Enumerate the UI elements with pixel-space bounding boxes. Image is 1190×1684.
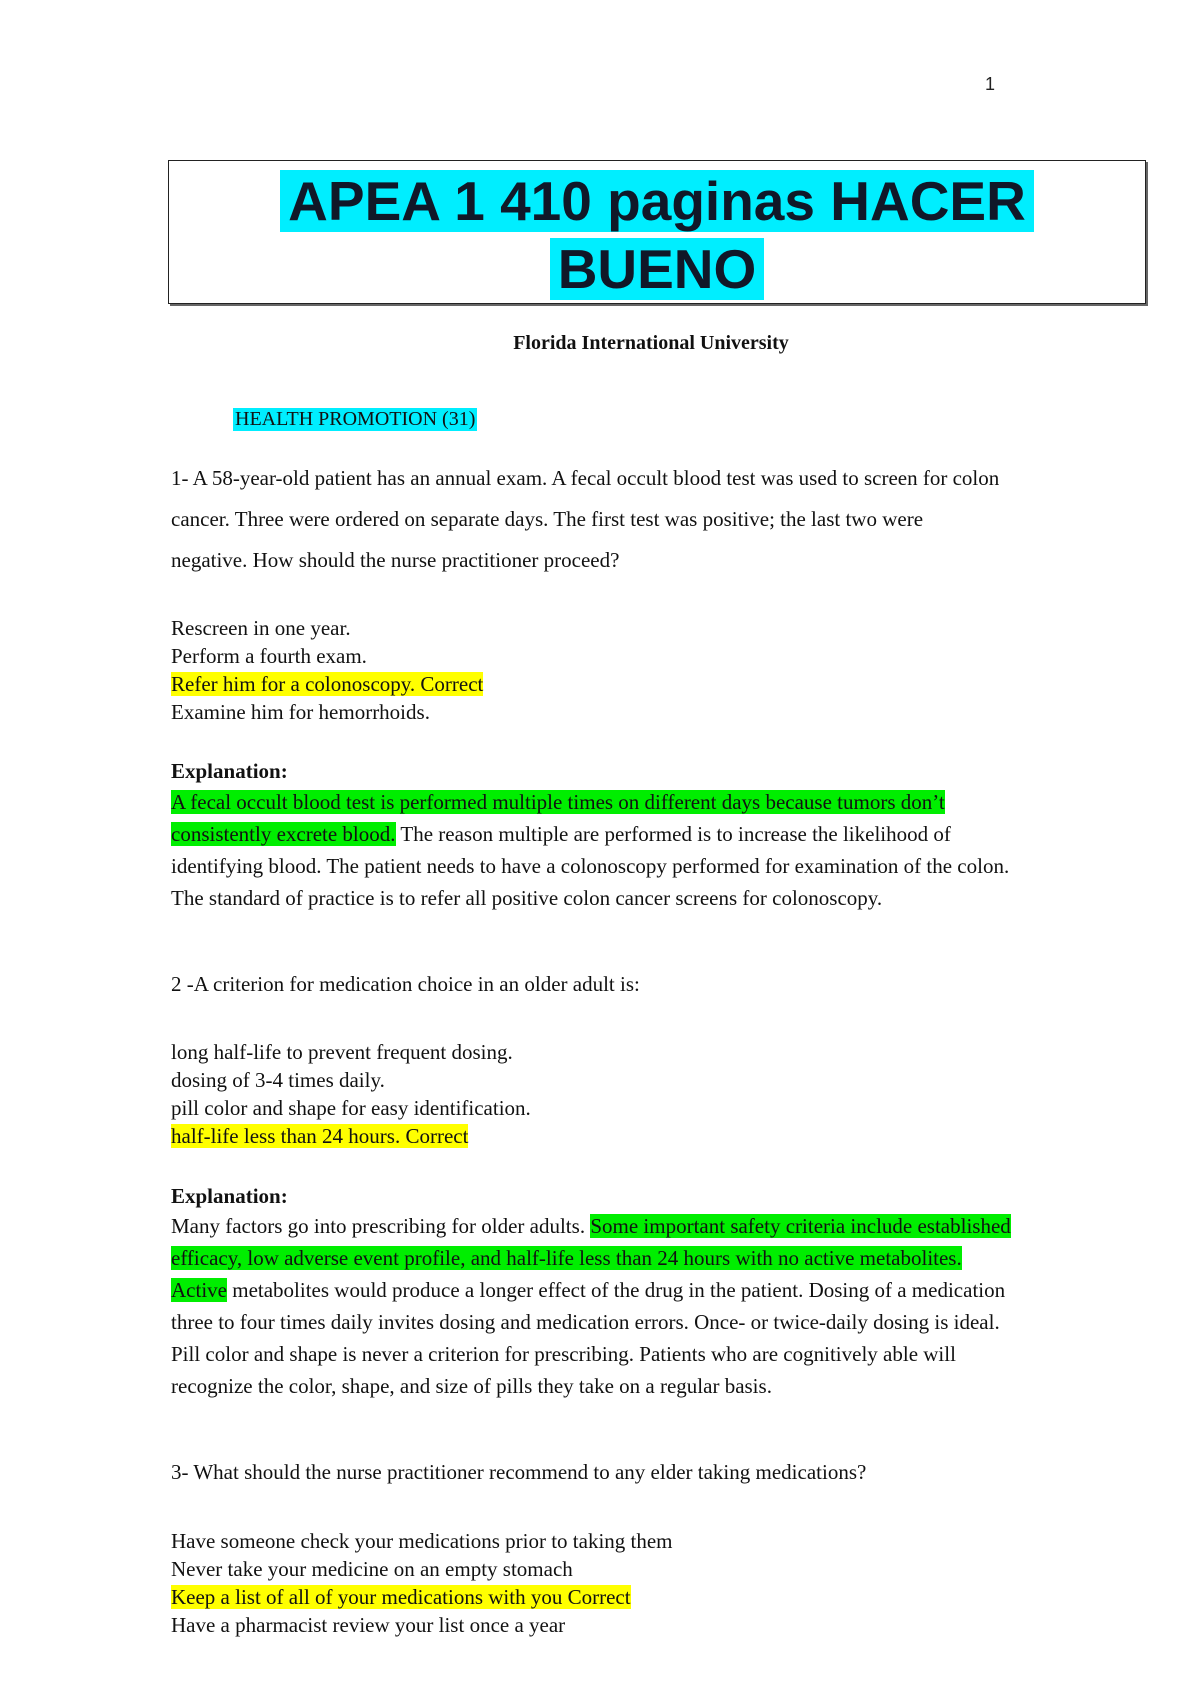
q1-explanation: [171, 786, 1021, 914]
q1-option-2: Perform a fourth exam.: [171, 644, 367, 668]
title-line-2: BUENO: [550, 238, 765, 300]
section-heading: HEALTH PROMOTION (31): [235, 408, 476, 430]
q1-explanation-highlight: A fecal occult blood test is performed multiple times on different days because tumors don’t consistently excrete blood.: [171, 790, 945, 846]
question-2-text: 2 -A criterion for medication choice in an older adult is:: [171, 972, 640, 996]
q2-option-2: dosing of 3-4 times daily.: [171, 1068, 385, 1092]
q2-explanation-highlight: Some important safety criteria include established efficacy, low adverse event profile, and half-life less than 24 hours with no active metabolites. Active: [171, 1214, 1011, 1302]
q3-option-2: Never take your medicine on an empty stomach: [171, 1557, 573, 1581]
question-3-options: [171, 1527, 673, 1639]
question-3-text: 3- What should the nurse practitioner recommend to any elder taking medications?: [171, 1460, 867, 1484]
title-box: [168, 160, 1146, 304]
q1-option-1: Rescreen in one year.: [171, 616, 351, 640]
question-1-text: 1- A 58-year-old patient has an annual exam. A fecal occult blood test was used to screen for colon cancer. Three were ordered on separate days. The first test was positive; the last two were negative. How should the nurse practitioner proceed?: [171, 466, 1000, 572]
q3-option-1: Have someone check your medications prior to taking them: [171, 1529, 673, 1553]
q1-option-4: Examine him for hemorrhoids.: [171, 700, 430, 724]
q1-option-3-correct: Refer him for a colonoscopy. Correct: [171, 672, 484, 696]
q3-option-3-correct: Keep a list of all of your medications with you Correct: [171, 1585, 631, 1609]
q1-explanation-label: Explanation:: [171, 759, 288, 783]
q1-explanation-rest: The reason multiple are performed is to increase the likelihood of identifying blood. The patient needs to have a colonoscopy performed for examination of the colon. The standard of practice is to refer all positive colon cancer screens for colonoscopy.: [171, 822, 1010, 910]
question-1-options: [171, 614, 483, 726]
university-name: Florida International University: [513, 332, 789, 354]
q2-option-1: long half-life to prevent frequent dosing.: [171, 1040, 513, 1064]
page-number: 1: [985, 74, 996, 94]
q2-explanation-pre: Many factors go into prescribing for older adults.: [171, 1214, 591, 1238]
q2-explanation-label: Explanation:: [171, 1184, 288, 1208]
q3-option-4: Have a pharmacist review your list once a year: [171, 1613, 566, 1637]
q2-option-4-correct: half-life less than 24 hours. Correct: [171, 1124, 469, 1148]
q2-option-3: pill color and shape for easy identification.: [171, 1096, 531, 1120]
title-line-1: APEA 1 410 paginas HACER: [280, 170, 1034, 232]
q2-explanation-rest: metabolites would produce a longer effect of the drug in the patient. Dosing of a medication three to four times daily invites dosing and medication errors. Once- or twice-daily dosing is ideal. Pill color and shape is never a criterion for prescribing. Patients who are cognitively able will recognize the color, shape, and size of pills they take on a regular basis.: [171, 1278, 1006, 1398]
question-2-options: [171, 1038, 531, 1150]
q2-explanation: [171, 1210, 1021, 1402]
